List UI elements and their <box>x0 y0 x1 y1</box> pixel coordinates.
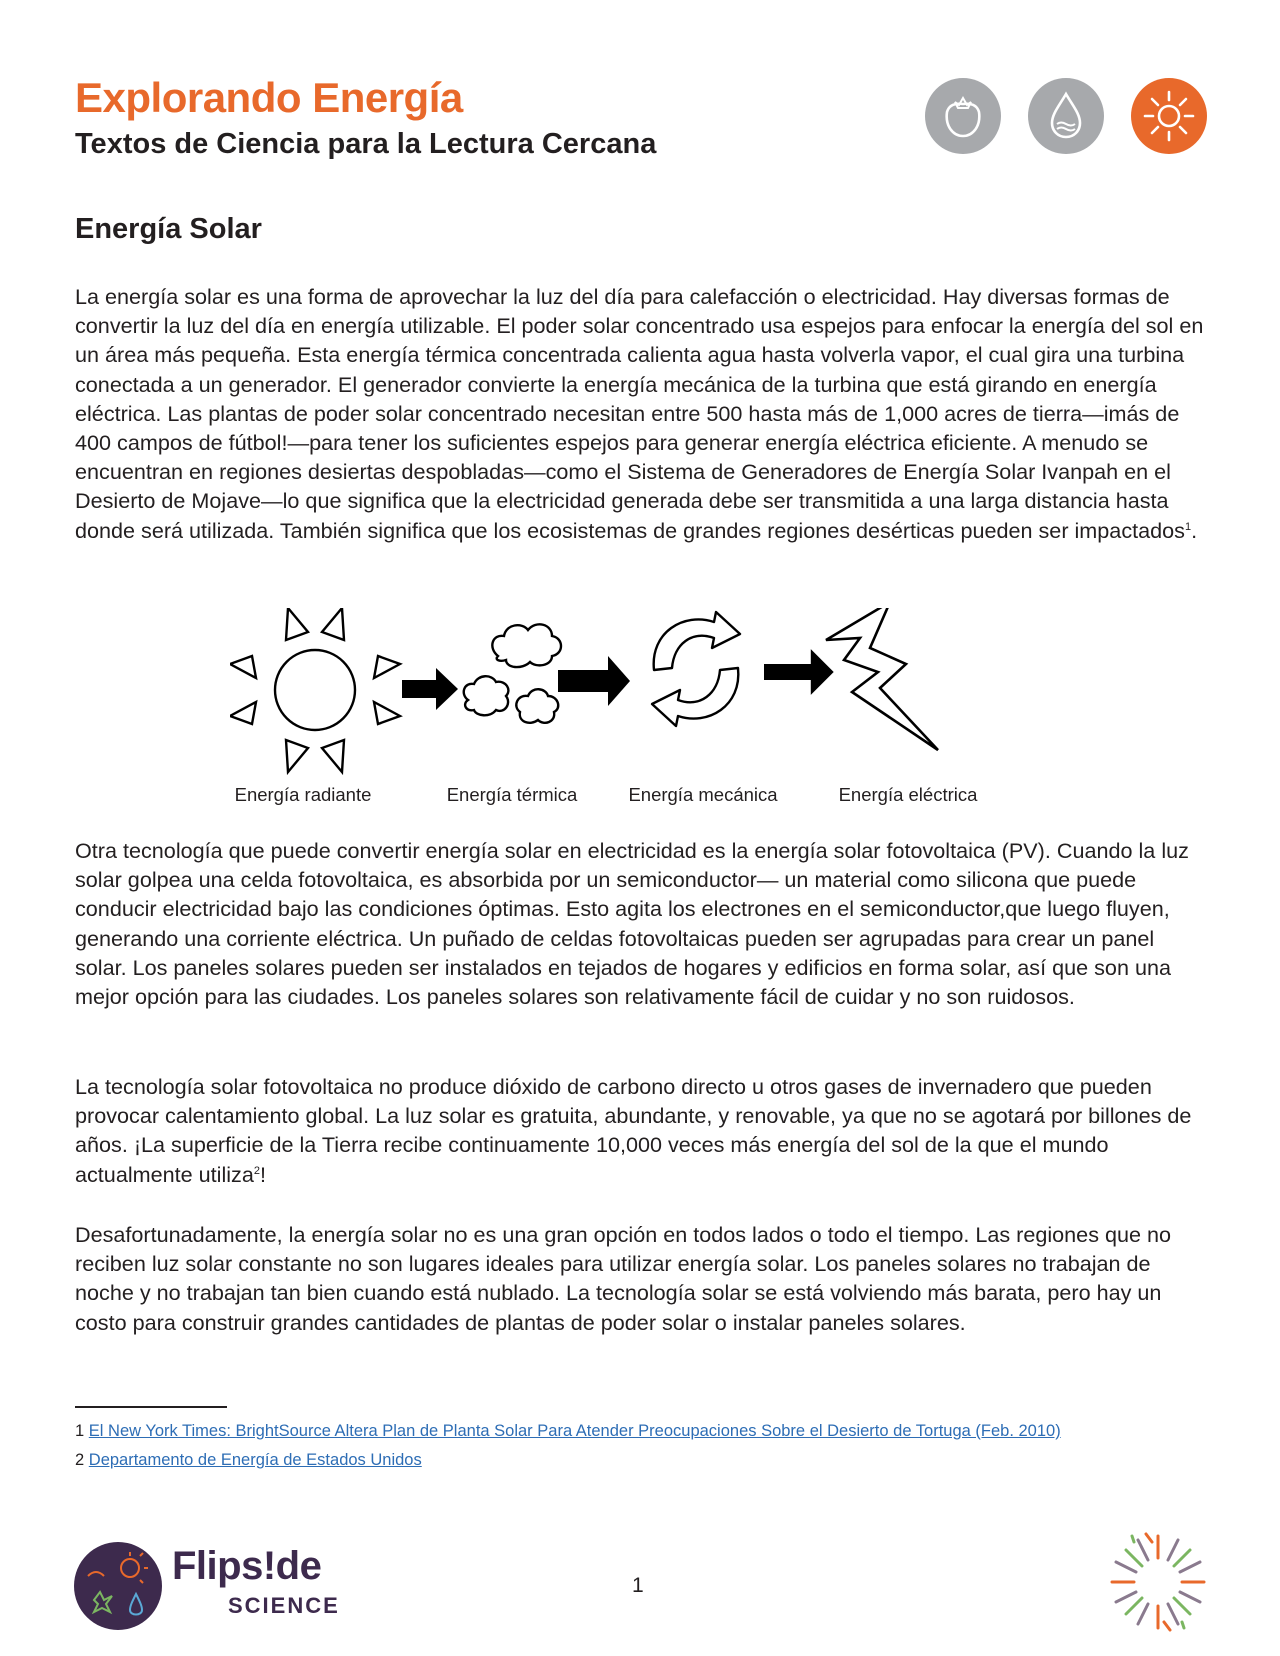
mechanical-cycle-icon <box>652 612 740 726</box>
section-title: Energía Solar <box>75 213 262 245</box>
diagram-label-mechanical: Energía mecánica <box>628 784 778 805</box>
radiant-sun-icon <box>230 608 400 772</box>
paragraph-1: La energía solar es una forma de aprovechar la luz del día para calefacción o electricidad. Hay diversas formas de convertir la luz del día en energía utilizable. El poder solar concentrado usa espejos para enfocar la energía del sol en un área más pequeña. Esta energía térmica concentrada calienta agua hasta volverla vapor, el cual gira una turbina conectada a un generador. El generador convierte la energía mecánica de la turbina que está girando en energía eléctrica. Las plantas de poder solar concentrado necesitan entre 500 hasta más de 1,000 acres de tierra—imás de 400 campos de fútbol!—para tener los suficientes espejos para generar energía eléctrica eficiente. A menudo se encuentran en regiones desiertas despobladas—como el Sistema de Generadores de Energía Solar Ivanpah en el Desierto de Mojave—lo que significa que la electricidad generada debe ser transmitida a una larga distancia hasta donde será utilizada. También significa que los ecosistemas de grandes regiones desérticas pueden ser impactados$^1$. <box>75 284 1204 543</box>
energy-conversion-diagram <box>230 608 1030 808</box>
footnote-ref-2: 2 <box>253 1164 260 1177</box>
arrow-icon <box>402 668 458 710</box>
arrow-icon <box>558 656 630 706</box>
footnote-link-2[interactable]: Departamento de Energía de Estados Unidos <box>88 1451 422 1469</box>
logo-wordmark: Flips!de <box>172 1544 322 1588</box>
logo-subtext: SCIENCE <box>228 1593 340 1618</box>
diagram-label-radiant: Energía radiante <box>234 784 372 805</box>
sun-icon <box>1131 78 1207 154</box>
flipside-logo-icon <box>74 1542 162 1630</box>
arrow-icon <box>764 652 832 692</box>
footnote-ref-1: 1 <box>1184 520 1192 533</box>
electric-lightning-icon <box>826 608 938 750</box>
diagram-label-electric: Energía eléctrica <box>838 784 978 805</box>
tomato-icon <box>925 78 1001 154</box>
footnote-2: 2 Departamento de Energía de Estados Unidos <box>75 1451 422 1469</box>
header-icons <box>925 78 1207 154</box>
decorative-flower-icon <box>1108 1532 1208 1632</box>
page-number: 1 <box>632 1574 644 1597</box>
paragraph-4: Desafortunadamente, la energía solar no es una gran opción en todos lados o todo el tiempo. Las regiones que no reciben luz solar constante no son lugares ideales para utilizar energía solar. Los paneles solares no trabajan de noche y no trabajan tan bien cuando está nublado. La tecnología solar se está volviendo más barata, pero hay un costo para construir grandes cantidades de plantas de poder solar o instalar paneles solares. <box>75 1222 1172 1335</box>
diagram-label-thermal: Energía térmica <box>446 784 578 805</box>
footnote-link-1[interactable]: El New York Times: BrightSource Altera Plan de Planta Solar Para Atender Preocupaciones Sobre el Desierto de Tortuga (Feb. 2010) <box>88 1422 1061 1440</box>
paragraph-2: Otra tecnología que puede convertir energía solar en electricidad es la energía solar fotovoltaica (PV). Cuando la luz solar golpea una celda fotovoltaica, es absorbida por un semiconductor— un material como silicona que puede conducir electricidad bajo las condiciones óptimas. Esto agita los electrones en el semiconductor,que luego fluyen, generando una corriente eléctrica. Un puñado de celdas fotovoltaicas pueden ser agrupadas para crear un panel solar. Los paneles solares pueden ser instalados en tejados de hogares y edificios en forma solar, así que son una mejor opción para las ciudades. Los paneles solares son relativamente fácil de cuidar y no son ruidosos. <box>75 838 1189 1010</box>
paragraph-3: La tecnología solar fotovoltaica no produce dióxido de carbono directo u otros gases de invernadero que pueden provocar calentamiento global. La luz solar es gratuita, abundante, y renovable, ya que no se agotará por billones de años. ¡La superficie de la Tierra recibe continuamente 10,000 veces más energía del sol de la que el mundo actualmente utiliza$^2$! <box>75 1074 1192 1187</box>
thermal-clouds-icon <box>464 624 561 722</box>
footnote-1: 1 El New York Times: BrightSource Altera Plan de Planta Solar Para Atender Preocupaciones Sobre el Desierto de Tortuga (Feb. 2010) <box>75 1422 1061 1440</box>
page-subtitle: Textos de Ciencia para la Lectura Cercana <box>75 128 657 160</box>
water-drop-icon <box>1028 78 1104 154</box>
footnote-divider <box>75 1406 227 1408</box>
page-title: Explorando Energía <box>75 74 463 121</box>
